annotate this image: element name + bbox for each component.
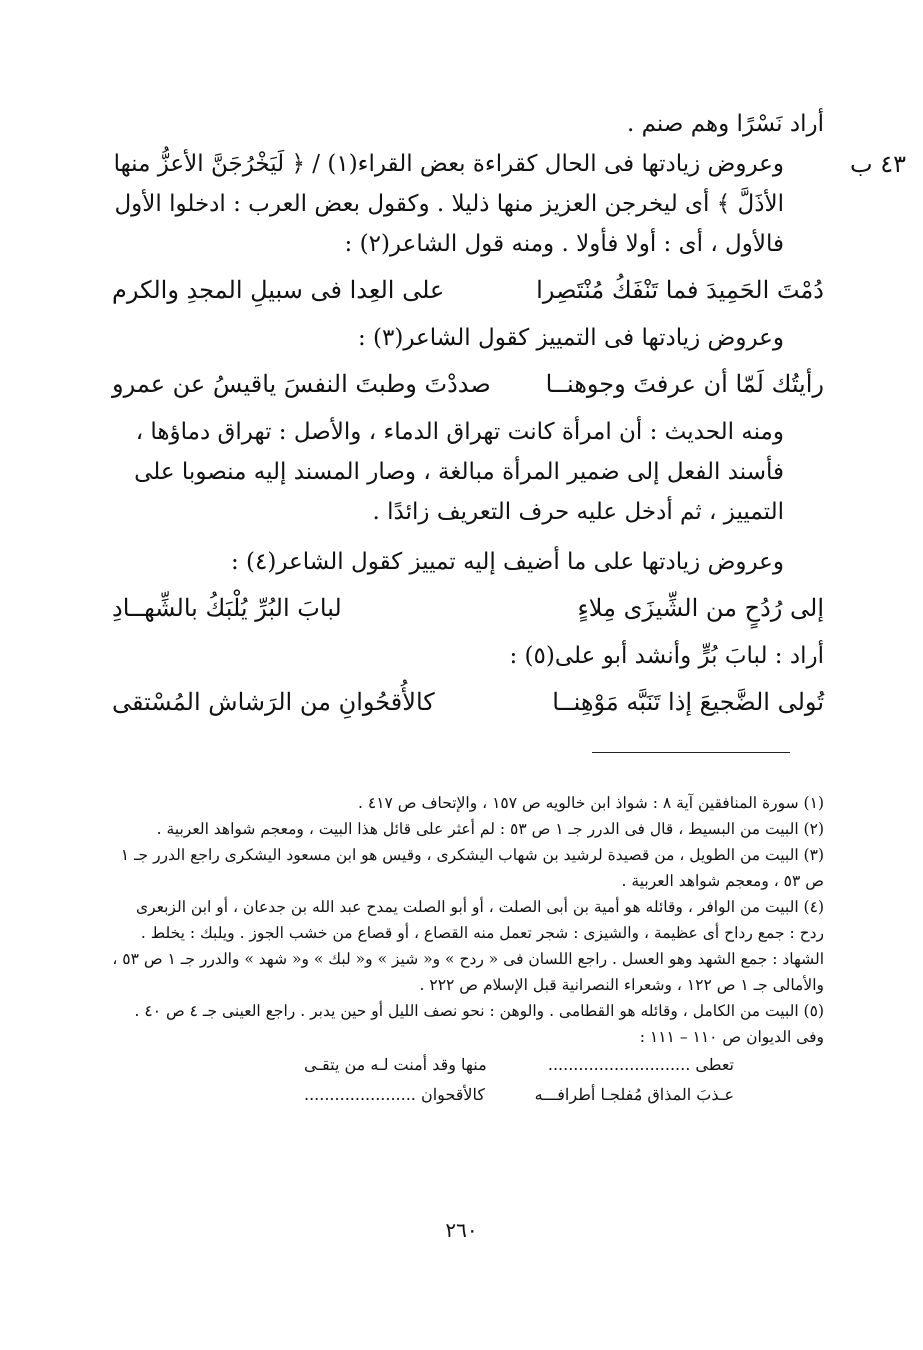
paragraph-4: ومنه الحديث : أن امرأة كانت تهراق الدماء ، والأصل : تهراق دماؤها ، فأسند الفعل إلى ضمير المرأة مبالغة ، وصار المسند إليه منصوبا على التمييز ، ثم أدخل عليه حرف التعريف زائدًا . [134,419,784,525]
footnote-1: (١) سورة المنافقين آية ٨ : شواذ ابن خالويه ص ١٥٧ ، والإتحاف ص ٤١٧ . [358,794,824,812]
paragraph-5: وعروض زيادتها على ما أضيف إليه تمييز كقول الشاعر(٤) : [230,549,784,575]
footnote-3: (٣) البيت من الطويل ، من قصيدة لرشيد بن شهاب اليشكرى ، وقيس هو ابن مسعود اليشكرى راجع الدرر جـ ١ ص ٥٣ ، ومعجم شواهد العربية . [120,846,824,890]
verse-4 [112,680,824,724]
verse-4-first-hemistich: تُولى الضَّجيعَ إذا تَنَبَّه مَوْهِنــا [552,688,824,716]
footnote-4: (٤) البيت من الوافر ، وقائله هو أمية بن أبى الصلت ، أو أبو الصلت يمدح عبد الله بن جدعان ، أو ابن الزبعرى ردح : جمع رداح أى عظيمة ، والشيزى : شجر تعمل منه القصاع ، أو قصاع من خشب الجوز . ويلبك : يخلط . الشهاد : جمع الشهد وهو العسل . راجع اللسان فى « ردح » و« شيز » و« لبك » و« شهد » والدرر جـ ١ ص ٥٣ ، والأمالى جـ ١ ص ١٢٢ ، وشعراء النصرانية قبل الإسلام ص ٢٢٢ . [112,898,824,994]
verse-3 [112,586,824,630]
manuscript-folio-marker: ٤٣ ب [849,150,906,178]
footnote-separator [592,752,790,753]
footnote-verse-1-first: تعطى ............................ [547,1055,734,1074]
footnote-2: (٢) البيت من البسيط ، قال فى الدرر جـ ١ ص ٥٣ : لم أعثر على قائل هذا البيت ، ومعجم شواهد العربية . [156,820,824,838]
verse-1-first-hemistich: دُمْتَ الحَمِيدَ فما تَنْفَكُ مُنْتَصِرا [536,276,824,304]
page-number: ٢٦٠ [445,1218,478,1242]
footnote-verse-2-first: عـذبَ المذاق مُفلجـا أطرافـــه [534,1085,734,1104]
paragraph-3: وعروض زيادتها فى التمييز كقول الشاعر(٣) : [357,325,784,351]
paragraph-6: أراد : لبابَ بُرٍّ وأنشد أبو على(٥) : [509,643,824,669]
verse-2-first-hemistich: رأيتُك لَمّا أن عرفتَ وجوهنــا [545,370,824,398]
paragraph-1: أراد نَسْرًا وهم صنم . [626,111,824,137]
verse-1-second-hemistich: على العِدا فى سبيلِ المجدِ والكرم [112,276,445,304]
verse-3-first-hemistich: إلى رُدُحٍ من الشِّيزَى مِلاءٍ [577,594,824,622]
verse-4-second-hemistich: كالأُقحُوانِ من الرَشاش المُسْتقى [112,688,435,716]
footnote-verse-1-second: منها وقد أمنت لـه من يتقـى [304,1055,487,1074]
verse-3-second-hemistich: لبابَ البُرِّ يُلْبَكُ بالشِّهــادِ [112,594,342,622]
paragraph-2: وعروض زيادتها فى الحال كقراءة بعض القراء(١) / ﴿ لَيَخْرُجَنَّ الأعزُّ منها الأذَلَّ ﴾ أى ليخرجن العزيز منها ذليلا . وكقول بعض العرب : ادخلوا الأول فالأول ، أى : أولا فأولا . ومنه قول الشاعر(٢) : [113,151,784,257]
footnotes [112,790,824,1110]
footnote-verse-2 [304,1080,824,1110]
verse-2 [112,362,824,406]
footnote-5: (٥) البيت من الكامل ، وقائله هو القطامى . والوهن : نحو نصف الليل أو حين يدبر . راجع العينى جـ ٤ ص ٤٠ . وفى الديوان ص ١١٠ – ١١١ : [134,1002,824,1046]
main-text [112,104,824,730]
verse-1 [112,268,824,312]
footnote-verse-2-second: كالأقحوان ...................... [304,1085,486,1104]
footnote-verse-1 [304,1050,824,1080]
verse-2-second-hemistich: صددْتَ وطبتَ النفسَ ياقيسُ عن عمرو [112,370,491,398]
